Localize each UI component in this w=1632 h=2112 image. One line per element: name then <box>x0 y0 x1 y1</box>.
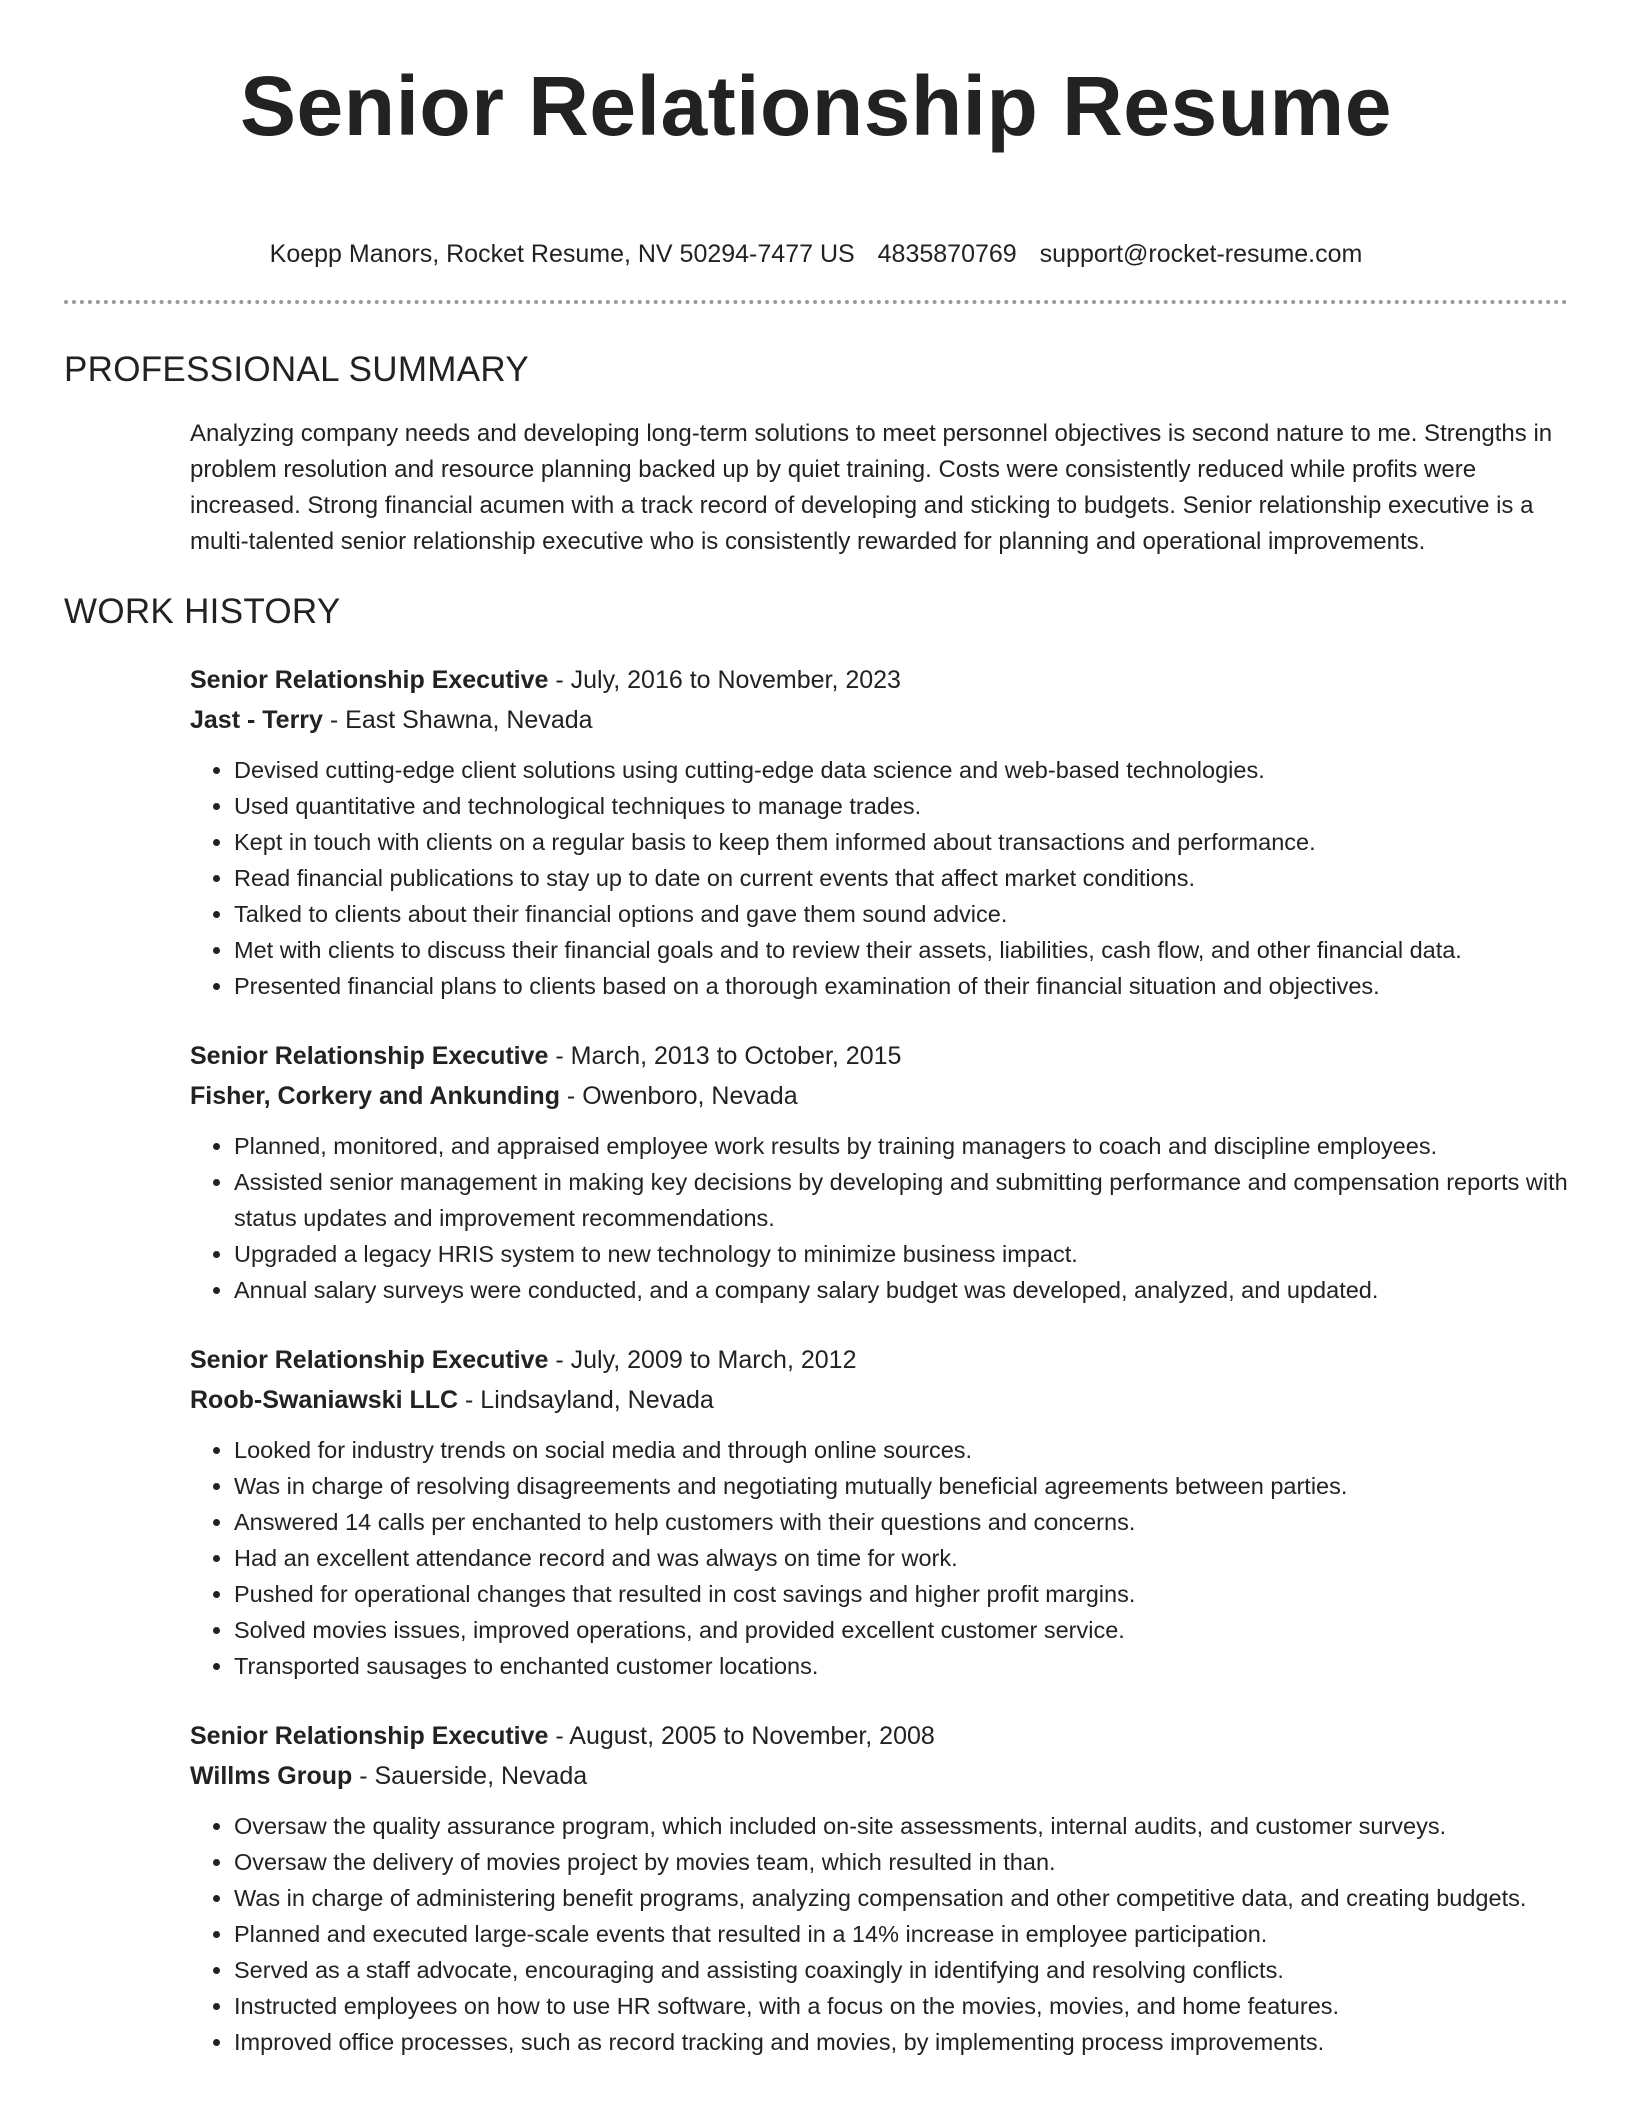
job-company-line <box>190 700 1568 740</box>
job-title-line <box>190 660 1568 700</box>
bullet-item: • Assisted senior management in making key decisions by developing and submitting performance and compensation reports with status updates and improvement recommendations. <box>234 1164 1568 1236</box>
professional-summary-section <box>64 348 1568 560</box>
contact-address: Koepp Manors, Rocket Resume, NV 50294-7477 US <box>269 240 855 268</box>
bullet-item: • Talked to clients about their financial options and gave them sound advice. <box>234 896 1568 932</box>
bullet-item: • Oversaw the delivery of movies project by movies team, which resulted in than. <box>234 1844 1568 1880</box>
section-heading-work: WORK HISTORY <box>64 592 341 631</box>
job-location: - East Shawna, Nevada <box>322 706 593 734</box>
job-entry <box>190 660 1568 1004</box>
bullet-item: • Devised cutting-edge client solutions using cutting-edge data science and web-based technologies. <box>234 752 1568 788</box>
job-bullets <box>190 1432 1568 1684</box>
job-entry <box>190 1036 1568 1308</box>
job-title-line <box>190 1716 1568 1756</box>
job-company: Roob-Swaniawski LLC <box>190 1386 459 1414</box>
job-title: Senior Relationship Executive <box>190 1346 549 1374</box>
job-dates: - July, 2016 to November, 2023 <box>548 666 901 694</box>
job-dates: - July, 2009 to March, 2012 <box>548 1346 857 1374</box>
header-divider <box>64 300 1568 304</box>
job-location: - Sauerside, Nevada <box>352 1762 588 1790</box>
job-bullets <box>190 1808 1568 2060</box>
job-entry <box>190 1340 1568 1684</box>
bullet-item: • Solved movies issues, improved operations, and provided excellent customer service. <box>234 1612 1568 1648</box>
bullet-item: • Answered 14 calls per enchanted to help customers with their questions and concerns. <box>234 1504 1568 1540</box>
bullet-item: • Planned, monitored, and appraised employee work results by training managers to coach and discipline employees. <box>234 1128 1568 1164</box>
bullet-item: • Improved office processes, such as record tracking and movies, by implementing process improvements. <box>234 2024 1568 2060</box>
contact-email: support@rocket-resume.com <box>1039 240 1363 268</box>
bullet-item: • Looked for industry trends on social media and through online sources. <box>234 1432 1568 1468</box>
bullet-item: • Met with clients to discuss their financial goals and to review their assets, liabilities, cash flow, and other financial data. <box>234 932 1568 968</box>
job-title-line <box>190 1340 1568 1380</box>
job-location: - Lindsayland, Nevada <box>458 1386 714 1414</box>
bullet-item: • Instructed employees on how to use HR software, with a focus on the movies, movies, and home features. <box>234 1988 1568 2024</box>
job-title: Senior Relationship Executive <box>190 1722 549 1750</box>
job-company-line <box>190 1756 1568 1796</box>
job-entry <box>190 1716 1568 2060</box>
bullet-item: • Oversaw the quality assurance program, which included on-site assessments, internal audits, and customer surveys. <box>234 1808 1568 1844</box>
job-dates: - March, 2013 to October, 2015 <box>548 1042 902 1070</box>
bullet-item: • Served as a staff advocate, encouraging and assisting coaxingly in identifying and resolving conflicts. <box>234 1952 1568 1988</box>
job-dates: - August, 2005 to November, 2008 <box>548 1722 935 1750</box>
contact-line <box>64 234 1568 274</box>
bullet-item: • Kept in touch with clients on a regular basis to keep them informed about transactions and performance. <box>234 824 1568 860</box>
job-company: Willms Group <box>190 1762 353 1790</box>
resume-title: Senior Relationship Resume <box>240 59 1392 153</box>
bullet-item: • Planned and executed large-scale events that resulted in a 14% increase in employee participation. <box>234 1916 1568 1952</box>
job-title: Senior Relationship Executive <box>190 666 549 694</box>
bullet-item: • Presented financial plans to clients based on a thorough examination of their financial situation and objectives. <box>234 968 1568 1004</box>
bullet-item: • Pushed for operational changes that resulted in cost savings and higher profit margins. <box>234 1576 1568 1612</box>
summary-text: Analyzing company needs and developing long-term solutions to meet personnel objectives is second nature to me. Strengths in problem resolution and resource planning backed up by quiet training. Costs were consistently reduced while profits were increased. Strong financial acumen with a track record of developing and sticking to budgets. Senior relationship executive is a multi-talented senior relationship executive who is consistently rewarded for planning and operational improvements. <box>190 420 1553 555</box>
bullet-item: • Read financial publications to stay up to date on current events that affect market conditions. <box>234 860 1568 896</box>
bullet-item: • Used quantitative and technological techniques to manage trades. <box>234 788 1568 824</box>
job-company-line <box>190 1076 1568 1116</box>
bullet-item: • Was in charge of resolving disagreements and negotiating mutually beneficial agreements between parties. <box>234 1468 1568 1504</box>
bullet-item: • Had an excellent attendance record and was always on time for work. <box>234 1540 1568 1576</box>
contact-phone: 4835870769 <box>877 240 1017 268</box>
job-title: Senior Relationship Executive <box>190 1042 549 1070</box>
bullet-item: • Upgraded a legacy HRIS system to new technology to minimize business impact. <box>234 1236 1568 1272</box>
job-location: - Owenboro, Nevada <box>559 1082 798 1110</box>
bullet-item: • Was in charge of administering benefit programs, analyzing compensation and other competitive data, and creating budgets. <box>234 1880 1568 1916</box>
bullet-item: • Transported sausages to enchanted customer locations. <box>234 1648 1568 1684</box>
job-company: Jast - Terry <box>190 706 323 734</box>
job-bullets <box>190 752 1568 1004</box>
job-bullets <box>190 1128 1568 1308</box>
job-title-line <box>190 1036 1568 1076</box>
job-company: Fisher, Corkery and Ankunding <box>190 1082 560 1110</box>
section-heading-summary: PROFESSIONAL SUMMARY <box>64 350 529 389</box>
bullet-item: • Annual salary surveys were conducted, and a company salary budget was developed, analyzed, and updated. <box>234 1272 1568 1308</box>
job-company-line <box>190 1380 1568 1420</box>
work-history-section <box>64 590 1568 2060</box>
